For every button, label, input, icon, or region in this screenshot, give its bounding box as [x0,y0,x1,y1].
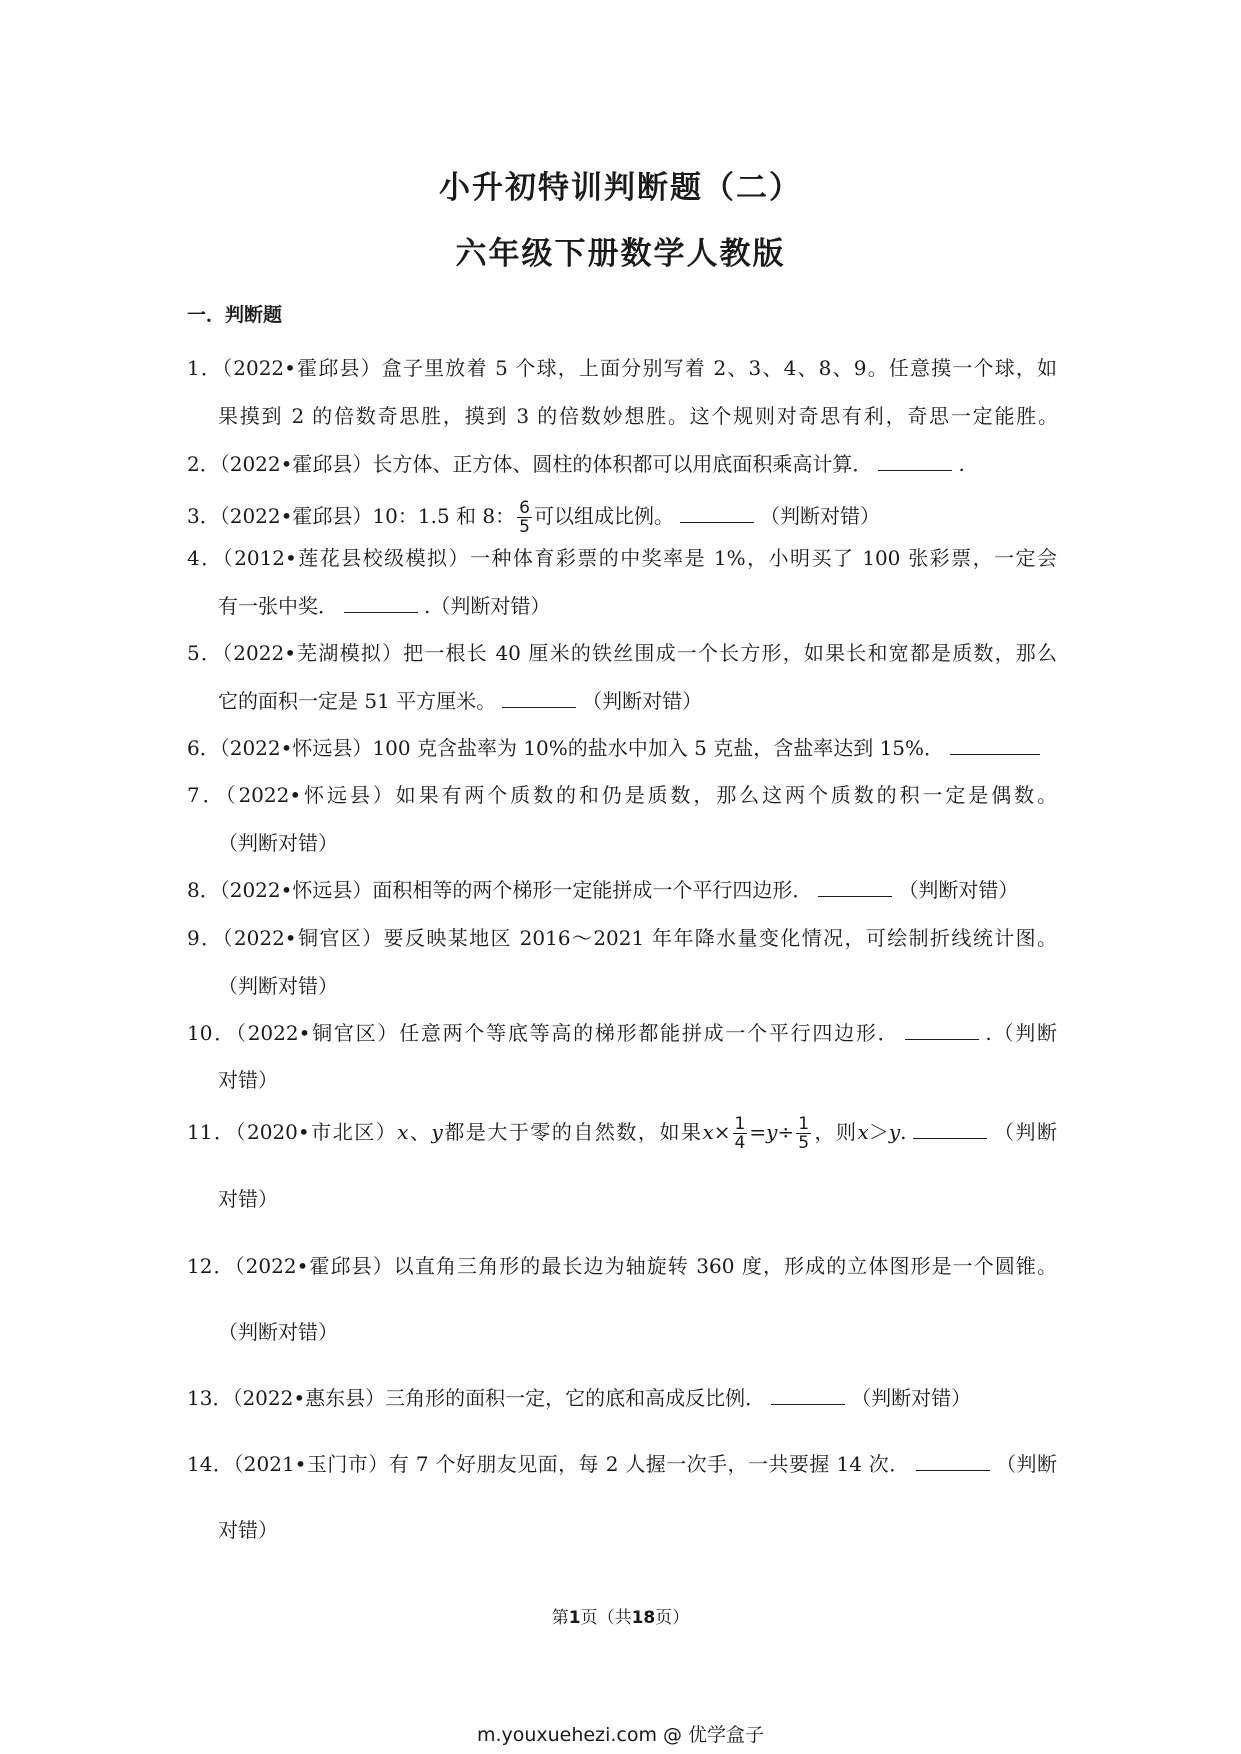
watermark: m.youxuehezi.com @ 优学盒子 [476,1724,765,1746]
question-11-continued: 对错） [218,1187,278,1211]
fraction: $\frac{1}{5}$ [798,1114,810,1153]
page-subtitle: 六年级下册数学人教版 [455,236,786,272]
answer-blank[interactable] [950,734,1040,755]
question-7: 7．（2022•怀远县）如果有两个质数的和仍是质数，那么这两个质数的积一定是偶数。 [187,783,1057,807]
page-title: 小升初特训判断题（二） [439,170,802,206]
page-number: 第1页（共18页） [551,1608,690,1628]
answer-blank[interactable] [913,1118,987,1139]
question-1-continued: 果摸到 2 的倍数奇思胜，摸到 3 的倍数妙想胜。这个规则对奇思有利，奇思一定能胜。 [218,404,1058,428]
question-2: 2．（2022•霍邱县）长方体、正方体、圆柱的体积都可以用底面积乘高计算． . [187,452,965,476]
question-5-continued: 它的面积一定是 51 平方厘米。 （判断对错） [218,689,703,713]
question-14: 14．（2021•玉门市）有 7 个好朋友见面，每 2 人握一次手，一共要握 14 次． （判断 [187,1452,1057,1476]
question-10: 10．（2022•铜官区）任意两个等底等高的梯形都能拼成一个平行四边形． .（判断 [187,1021,1057,1045]
answer-blank[interactable] [818,876,892,897]
answer-blank[interactable] [680,502,754,523]
question-12: 12．（2022•霍邱县）以直角三角形的最长边为轴旋转 360 度，形成的立体图形是一个圆锥。 [187,1254,1057,1278]
question-8: 8．（2022•怀远县）面积相等的两个梯形一定能拼成一个平行四边形． （判断对错） [187,878,1019,902]
question-14-continued: 对错） [218,1518,278,1542]
fraction: $\frac{1}{4}$ [734,1114,746,1153]
fraction: $\frac{6}{5}$ [519,498,530,537]
question-6: 6．（2022•怀远县）100 克含盐率为 10%的盐水中加入 5 克盐，含盐率达到 15%． [187,734,1057,762]
question-10-continued: 对错） [218,1068,278,1092]
question-4: 4．（2012•莲花县校级模拟）一种体育彩票的中奖率是 1%，小明买了 100 张彩票，一定会 [187,546,1057,570]
answer-blank[interactable] [878,450,952,471]
question-9: 9．（2022•铜官区）要反映某地区 2016～2021 年年降水量变化情况，可绘制折线统计图。 [187,926,1057,950]
question-11: 11．（2020•市北区）x、y都是大于零的自然数，如果x× $\frac{1}{4}$ =y÷ $\frac{1}{5}$ ，则x＞y. （判断 [187,1114,1058,1153]
question-13: 13．（2022•惠东县）三角形的面积一定，它的底和高成反比例． （判断对错） [187,1386,972,1410]
answer-blank[interactable] [771,1384,845,1405]
section-heading: 一．判断题 [187,304,283,326]
question-12-continued: （判断对错） [218,1320,338,1344]
question-5: 5．（2022•芜湖模拟）把一根长 40 厘米的铁丝围成一个长方形，如果长和宽都是质数，那么 [187,641,1057,665]
question-7-continued: （判断对错） [218,831,338,855]
answer-blank[interactable] [916,1450,990,1471]
question-4-continued: 有一张中奖． .（判断对错） [218,594,551,618]
question-9-continued: （判断对错） [218,974,338,998]
answer-blank[interactable] [502,687,576,708]
answer-blank[interactable] [344,592,418,613]
answer-blank[interactable] [905,1019,979,1040]
question-3: 3．（2022•霍邱县）10：1.5 和 8： $\frac{6}{5}$ 可以组成比例。 （判断对错） [187,498,880,537]
question-1: 1．（2022•霍邱县）盒子里放着 5 个球，上面分别写着 2、3、4、8、9。任意摸一个球，如 [187,356,1057,380]
